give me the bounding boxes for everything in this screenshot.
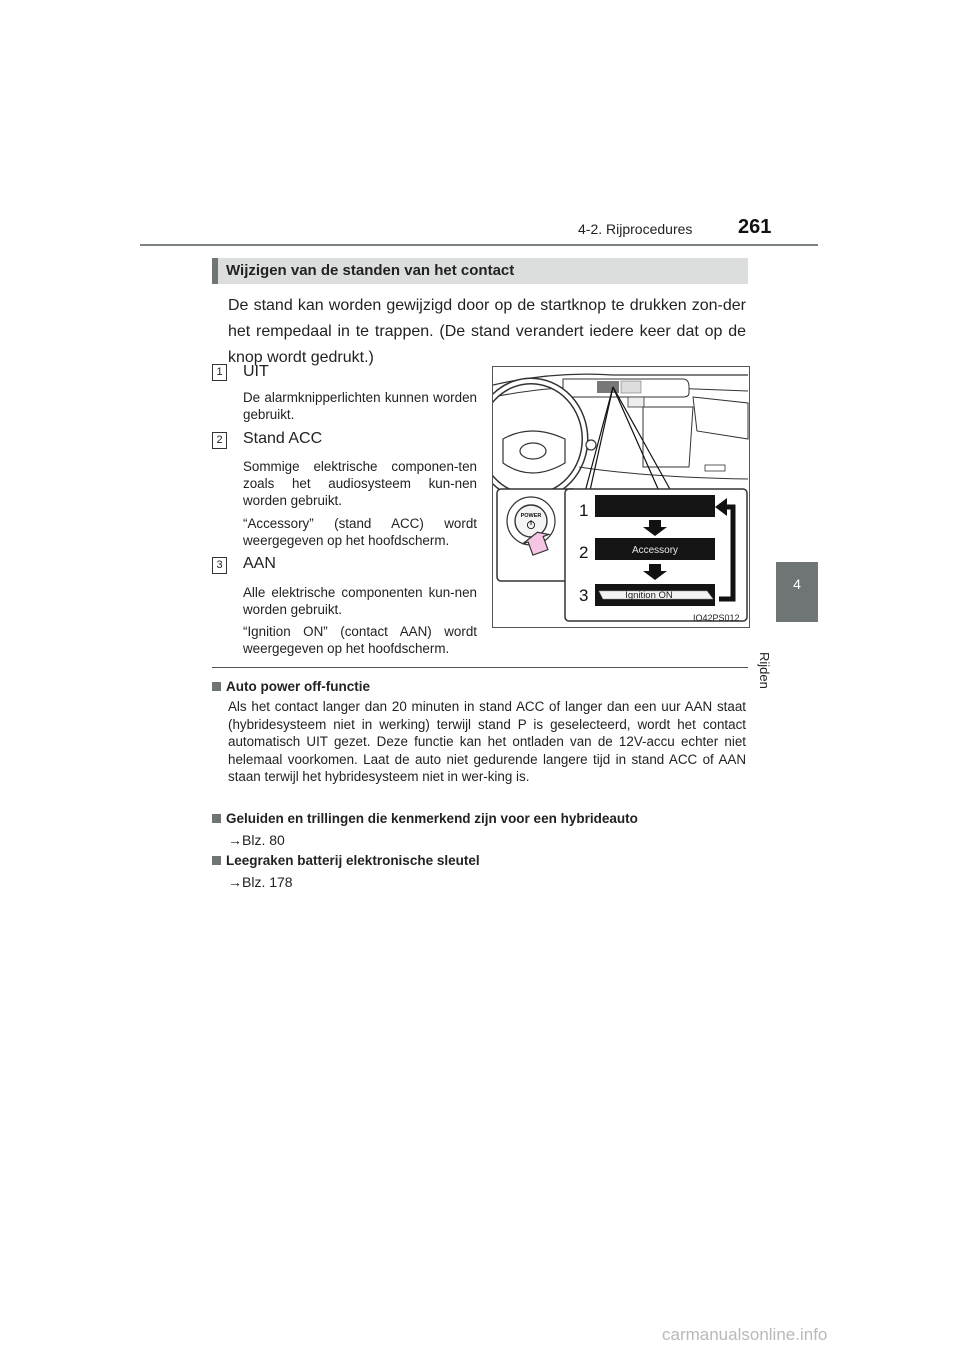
item-desc-aan-display: “Ignition ON” (contact AAN) wordt weergegeven op het hoofdscherm.: [243, 624, 477, 656]
power-button-label: POWER: [520, 513, 542, 519]
stage-label-ignition: Ignition ON: [625, 590, 673, 601]
header-rule: [140, 244, 818, 246]
page-number: 261: [738, 216, 772, 238]
page-reference-178[interactable]: →Blz. 178: [228, 874, 293, 890]
square-bullet-icon: [212, 682, 221, 691]
square-bullet-icon: [212, 814, 221, 823]
running-header-section: 4-2. Rijprocedures: [578, 221, 693, 237]
stage-number-2: 2: [579, 543, 589, 562]
page-reference-80[interactable]: →Blz. 80: [228, 832, 285, 848]
intro-paragraph: De stand kan worden gewijzigd door op de startknop te drukken zon-der het rempedaal in te trappen. (De stand verandert iedere keer dat op de knop wordt gedrukt.): [228, 297, 746, 366]
power-switch-illustration: [492, 366, 750, 628]
note-title-key-battery: Leegraken batterij elektronische sleutel: [212, 853, 480, 868]
item-desc-acc-display: “Accessory” (stand ACC) wordt weergegeven op het hoofdscherm.: [243, 516, 477, 548]
item-number-1: 1: [212, 364, 227, 381]
section-divider: [212, 667, 748, 668]
dashboard-drawing: [493, 367, 749, 627]
item-title-uit: UIT: [243, 363, 269, 380]
note-body-auto-power-off: Als het contact langer dan 20 minuten in stand ACC of langer dan een uur AAN staat (hybridesysteem niet in werking) terwijl stand P is geselecteerd, wordt het contact automatisch UIT gezet. Deze functie kan het ontladen van de 12V-accu echter niet helemaal voorkomen. Laat de auto niet gedurende langere tijd in stand ACC of AAN staan terwijl het hybridesysteem niet in wer-king is.: [228, 699, 746, 785]
stage-number-3: 3: [579, 586, 589, 605]
watermark: carmanualsonline.info: [662, 1325, 828, 1344]
square-bullet-icon: [212, 856, 221, 865]
item-number-2: 2: [212, 432, 227, 449]
note-title-sounds-vibrations: Geluiden en trillingen die kenmerkend zijn voor een hybrideauto: [212, 811, 638, 826]
stage-number-1: 1: [579, 501, 589, 520]
chapter-tab: [776, 562, 818, 622]
item-number-3: 3: [212, 557, 227, 574]
item-desc-aan: Alle elektrische componenten kun-nen worden gebruikt.: [243, 585, 477, 617]
chapter-label: Rijden: [757, 652, 772, 689]
item-desc-uit: De alarmknipperlichten kunnen worden gebruikt.: [243, 390, 477, 422]
item-desc-acc: Sommige elektrische componen-ten zoals het audiosysteem kun-nen worden gebruikt.: [243, 459, 477, 508]
figure-code: IO42PS012: [693, 613, 740, 623]
chapter-number: 4: [793, 576, 801, 592]
section-heading-marker: [212, 258, 218, 284]
item-title-aan: AAN: [243, 555, 276, 572]
stage-display-1: [595, 495, 715, 517]
section-title: Wijzigen van de standen van het contact: [226, 262, 515, 279]
item-title-acc: Stand ACC: [243, 430, 323, 447]
stage-label-accessory: Accessory: [631, 545, 679, 556]
note-title-auto-power-off: Auto power off-functie: [212, 679, 370, 694]
